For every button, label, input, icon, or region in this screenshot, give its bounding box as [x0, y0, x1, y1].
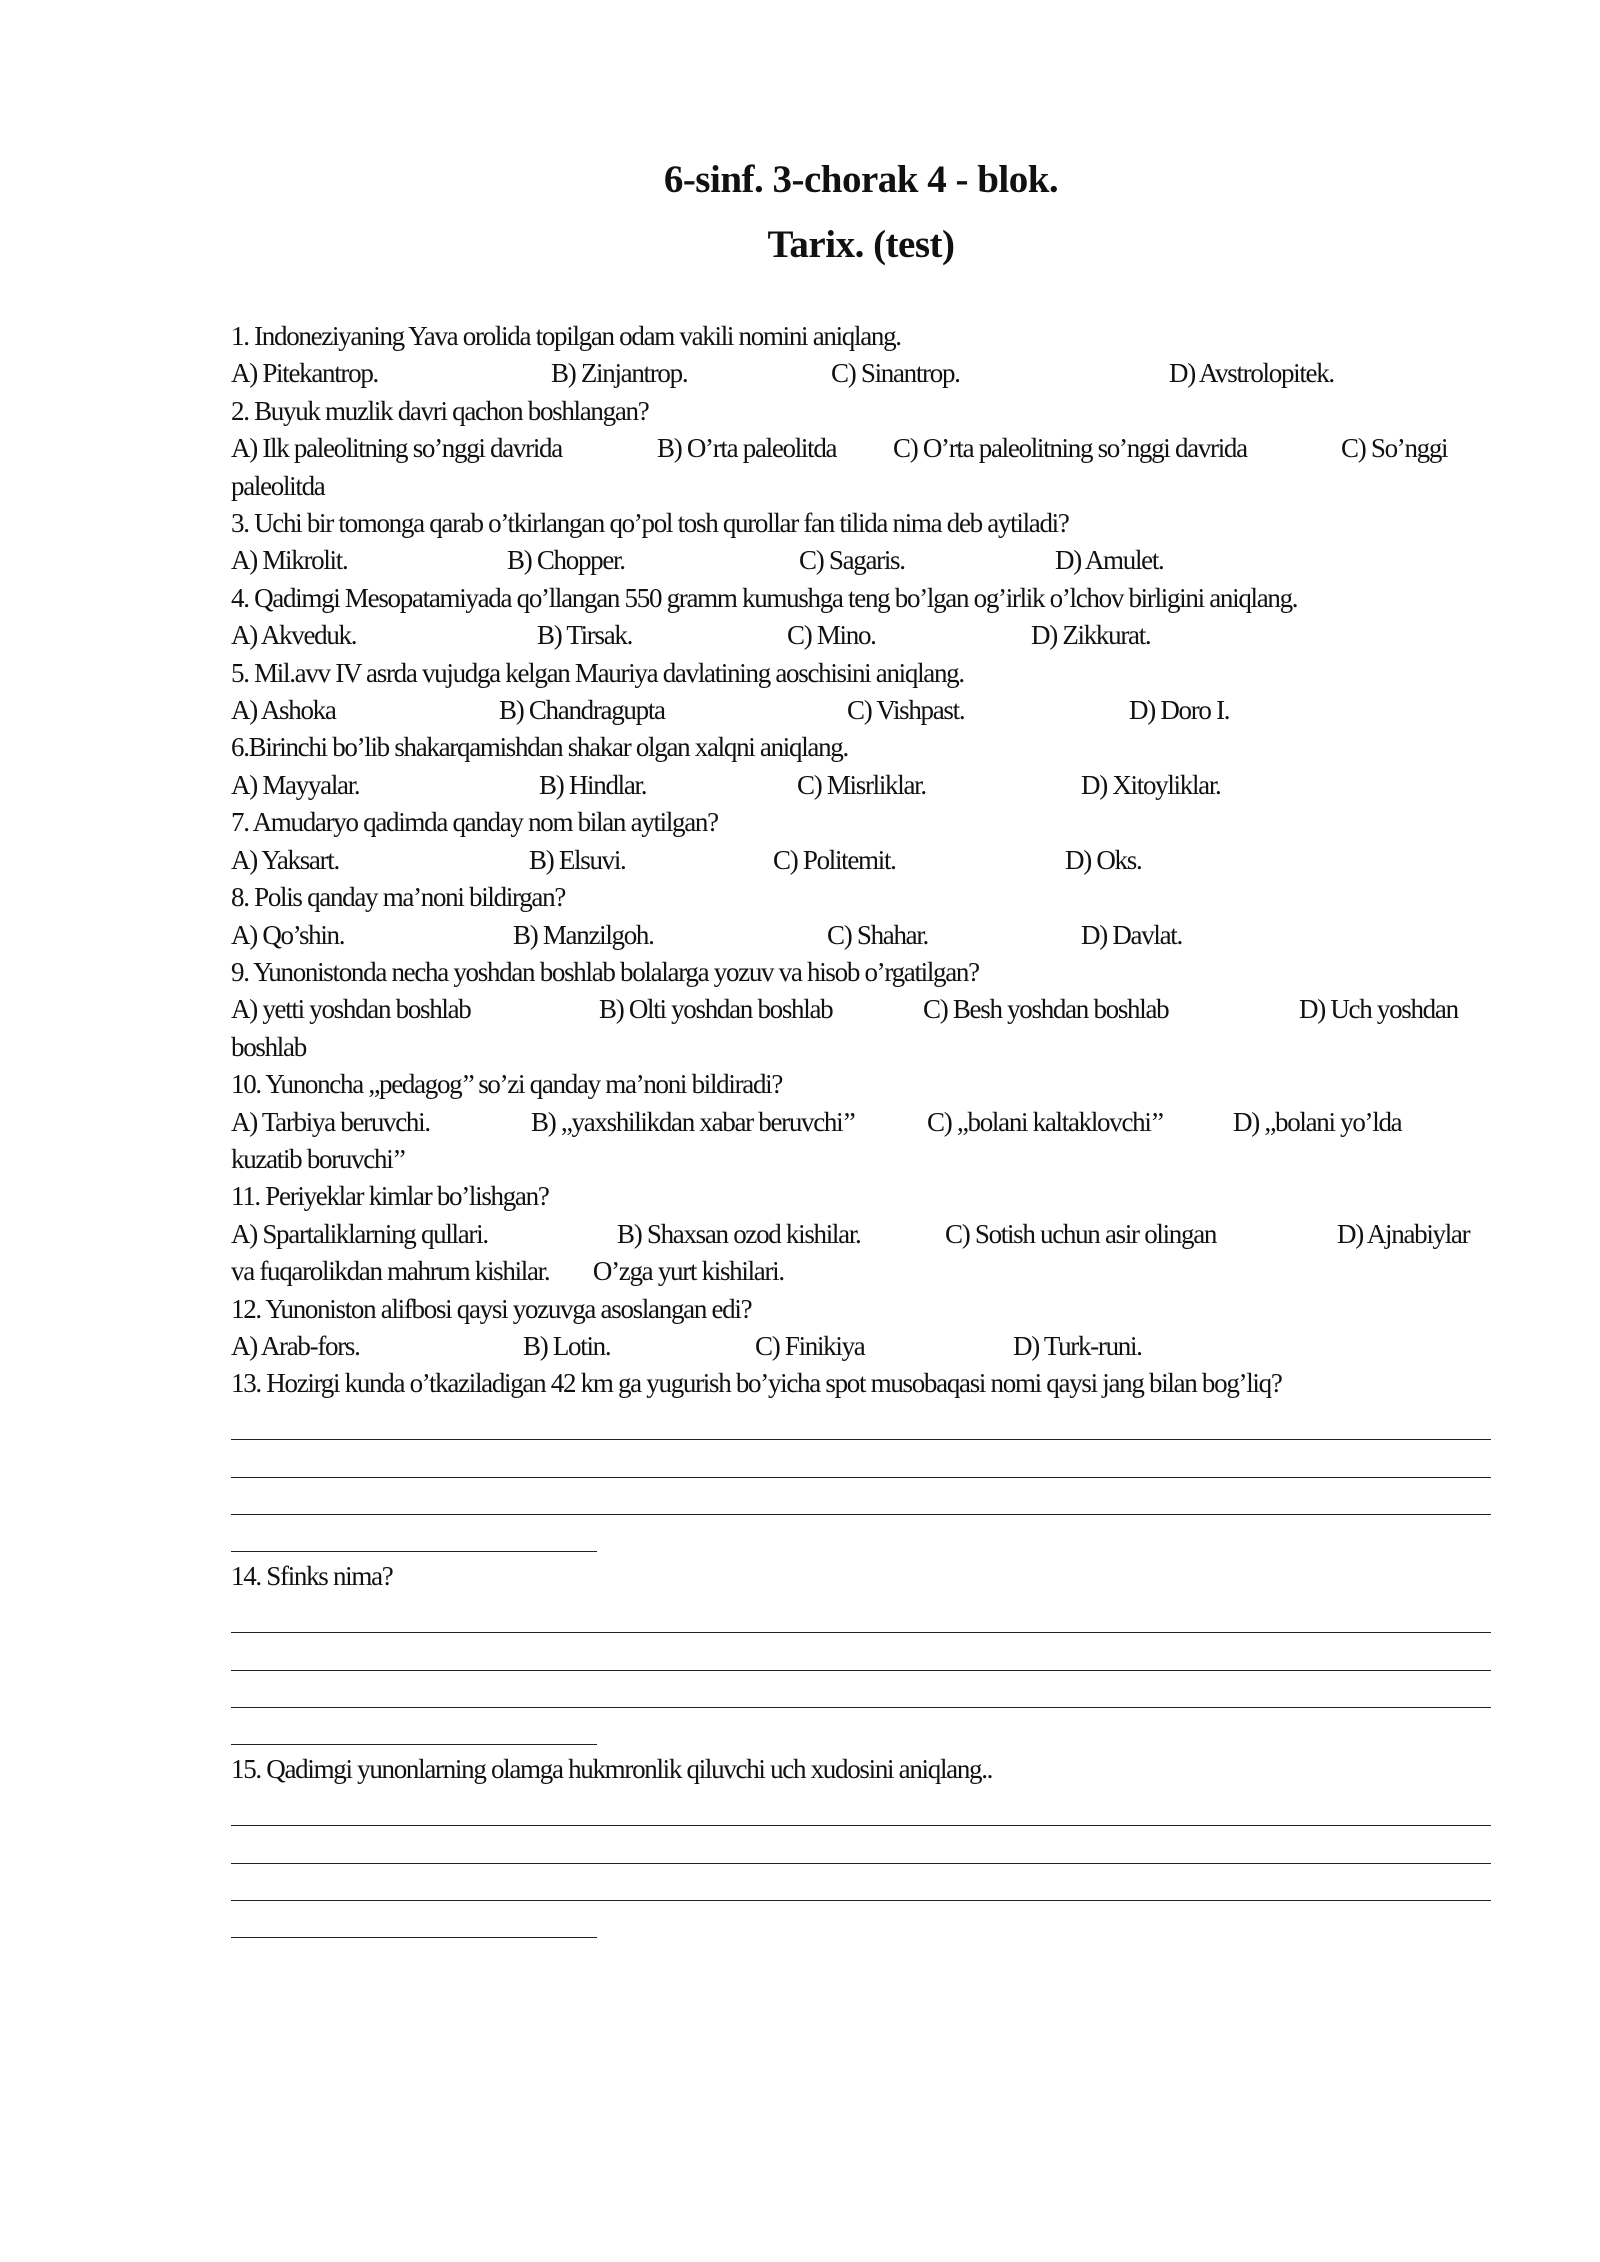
options-1: [231, 355, 1491, 392]
answer-line[interactable]: [231, 1440, 1491, 1477]
option-d: D) Doro I.: [1129, 695, 1230, 726]
answer-area-15[interactable]: [231, 1789, 1491, 1939]
option-c: C) Shahar.: [827, 919, 928, 950]
option-c: C) Sotish uchun asir olingan: [945, 1218, 1217, 1249]
title-subject: Tarix. (test): [767, 223, 955, 266]
question-10: 10. Yunoncha „pedagog’’ so’zi qanday ma’noni bildiradi?: [231, 1069, 783, 1100]
option-continuation: kuzatib boruvchi’’: [231, 1143, 406, 1174]
question-12: 12. Yunoniston alifbosi qaysi yozuvga asoslangan edi?: [231, 1293, 752, 1324]
option-a: A) Mayyalar.: [231, 769, 360, 800]
option-b: B) Tirsak.: [537, 620, 633, 651]
option-d: D) Uch yoshdan: [1299, 994, 1458, 1025]
option-d: D) „bolani yo’lda: [1233, 1106, 1402, 1137]
option-a: A) Pitekantrop.: [231, 358, 378, 389]
question-15: 15. Qadimgi yunonlarning olamga hukmronlik qiluvchi uch xudosini aniqlang..: [231, 1754, 993, 1785]
option-b: B) Lotin.: [523, 1330, 611, 1361]
option-b: B) Chopper.: [507, 545, 625, 576]
option-continuation: paleolitda: [231, 470, 325, 501]
option-b: B) Zinjantrop.: [551, 358, 688, 389]
option-b: B) Shaxsan ozod kishilar.: [617, 1218, 861, 1249]
options-10: [231, 1104, 1491, 1141]
option-c: C) „bolani kaltaklovchi’’: [927, 1106, 1164, 1137]
option-a: A) Arab-fors.: [231, 1330, 360, 1361]
question-6: 6.Birinchi bo’lib shakarqamishdan shakar olgan xalqni aniqlang.: [231, 732, 848, 763]
title-grade-quarter-block: 6-sinf. 3-chorak 4 - blok.: [663, 158, 1059, 201]
option-c: C) Politemit.: [773, 844, 896, 875]
options-12: [231, 1328, 1491, 1365]
answer-line[interactable]: [231, 1596, 1491, 1633]
options-4: [231, 617, 1491, 654]
option-d: D) Xitoyliklar.: [1081, 769, 1221, 800]
options-5: [231, 692, 1491, 729]
option-b: B) „yaxshilikdan xabar beruvchi’’: [531, 1106, 856, 1137]
answer-line[interactable]: [231, 1671, 1491, 1708]
option-continuation: va fuqarolikdan mahrum kishilar. O’zga yurt kishilari.: [231, 1256, 784, 1287]
answer-line[interactable]: [231, 1789, 1491, 1826]
option-a: A) Qo’shin.: [231, 919, 345, 950]
question-4: 4. Qadimgi Mesopatamiyada qo’llangan 550 gramm kumushga teng bo’lgan og’irlik o’lchov birligini aniqlang.: [231, 582, 1298, 613]
option-a: A) Yaksart.: [231, 844, 339, 875]
option-a: A) Mikrolit.: [231, 545, 348, 576]
answer-line[interactable]: [231, 1864, 1491, 1901]
option-d: D) Avstrolopitek.: [1169, 358, 1334, 389]
option-d: D) Turk-runi.: [1013, 1330, 1142, 1361]
option-c: C) Misrliklar.: [797, 769, 926, 800]
option-b: B) Manzilgoh.: [513, 919, 654, 950]
answer-line[interactable]: [231, 1708, 597, 1745]
options-6: [231, 767, 1491, 804]
option-a: A) Tarbiya beruvchi.: [231, 1106, 430, 1137]
option-c: C) Sagaris.: [799, 545, 905, 576]
answer-line[interactable]: [231, 1478, 1491, 1515]
question-11: 11. Periyeklar kimlar bo’lishgan?: [231, 1181, 549, 1212]
option-c: C) Vishpast.: [847, 695, 965, 726]
option-b: B) Hindlar.: [539, 769, 647, 800]
question-9: 9. Yunonistonda necha yoshdan boshlab bolalarga yozuv va hisob o’rgatilgan?: [231, 956, 979, 987]
question-2: 2. Buyuk muzlik davri qachon boshlangan?: [231, 395, 649, 426]
option-c: C) O’rta paleolitning so’nggi davrida: [893, 433, 1247, 464]
option-d: D) Oks.: [1065, 844, 1142, 875]
question-14: 14. Sfinks nima?: [231, 1561, 393, 1592]
option-a: A) Ilk paleolitning so’nggi davrida: [231, 433, 562, 464]
question-7: 7. Amudaryo qadimda qanday nom bilan aytilgan?: [231, 807, 718, 838]
option-d: D) Davlat.: [1081, 919, 1182, 950]
option-b: B) Chandragupta: [499, 695, 665, 726]
answer-line[interactable]: [231, 1901, 597, 1938]
answer-line[interactable]: [231, 1633, 1491, 1670]
options-9: [231, 991, 1491, 1028]
option-c: C) Finikiya: [755, 1330, 865, 1361]
option-c: C) Besh yoshdan boshlab: [923, 994, 1169, 1025]
option-a: A) Akveduk.: [231, 620, 357, 651]
option-a: A) yetti yoshdan boshlab: [231, 994, 471, 1025]
question-1: 1. Indoneziyaning Yava orolida topilgan odam vakili nomini aniqlang.: [231, 321, 901, 351]
option-a: A) Ashoka: [231, 695, 336, 726]
question-3: 3. Uchi bir tomonga qarab o’tkirlangan qo’pol tosh qurollar fan tilida nima deb aytiladi?: [231, 508, 1069, 539]
options-3: [231, 542, 1491, 579]
option-d: D) Amulet.: [1055, 545, 1164, 576]
answer-line[interactable]: [231, 1826, 1491, 1863]
option-c: C) Mino.: [787, 620, 876, 651]
options-11: [231, 1216, 1491, 1253]
answer-area-13[interactable]: [231, 1403, 1491, 1553]
option-d: D) Zikkurat.: [1031, 620, 1151, 651]
option-d: D) Ajnabiylar: [1337, 1218, 1470, 1249]
question-5: 5. Mil.avv IV asrda vujudga kelgan Mauriya davlatining aoschisini aniqlang.: [231, 657, 964, 688]
option-a: A) Spartaliklarning qullari.: [231, 1218, 488, 1249]
option-c-2: C) So’nggi: [1341, 433, 1448, 464]
answer-line[interactable]: [231, 1403, 1491, 1440]
answer-area-14[interactable]: [231, 1596, 1491, 1746]
option-c: C) Sinantrop.: [831, 358, 960, 389]
answer-line[interactable]: [231, 1515, 597, 1552]
question-13: 13. Hozirgi kunda o’tkaziladigan 42 km ga yugurish bo’yicha spot musobaqasi nomi qaysi jang bilan bog’liq?: [231, 1368, 1282, 1399]
question-8: 8. Polis qanday ma’noni bildirgan?: [231, 882, 565, 913]
option-b: B) O’rta paleolitda: [657, 433, 837, 464]
options-8: [231, 917, 1491, 954]
options-7: [231, 842, 1491, 879]
option-continuation: boshlab: [231, 1031, 306, 1062]
questions-body: [231, 318, 1491, 1938]
option-b: B) Elsuvi.: [529, 844, 626, 875]
option-b: B) Olti yoshdan boshlab: [599, 994, 833, 1025]
options-2: [231, 430, 1491, 467]
